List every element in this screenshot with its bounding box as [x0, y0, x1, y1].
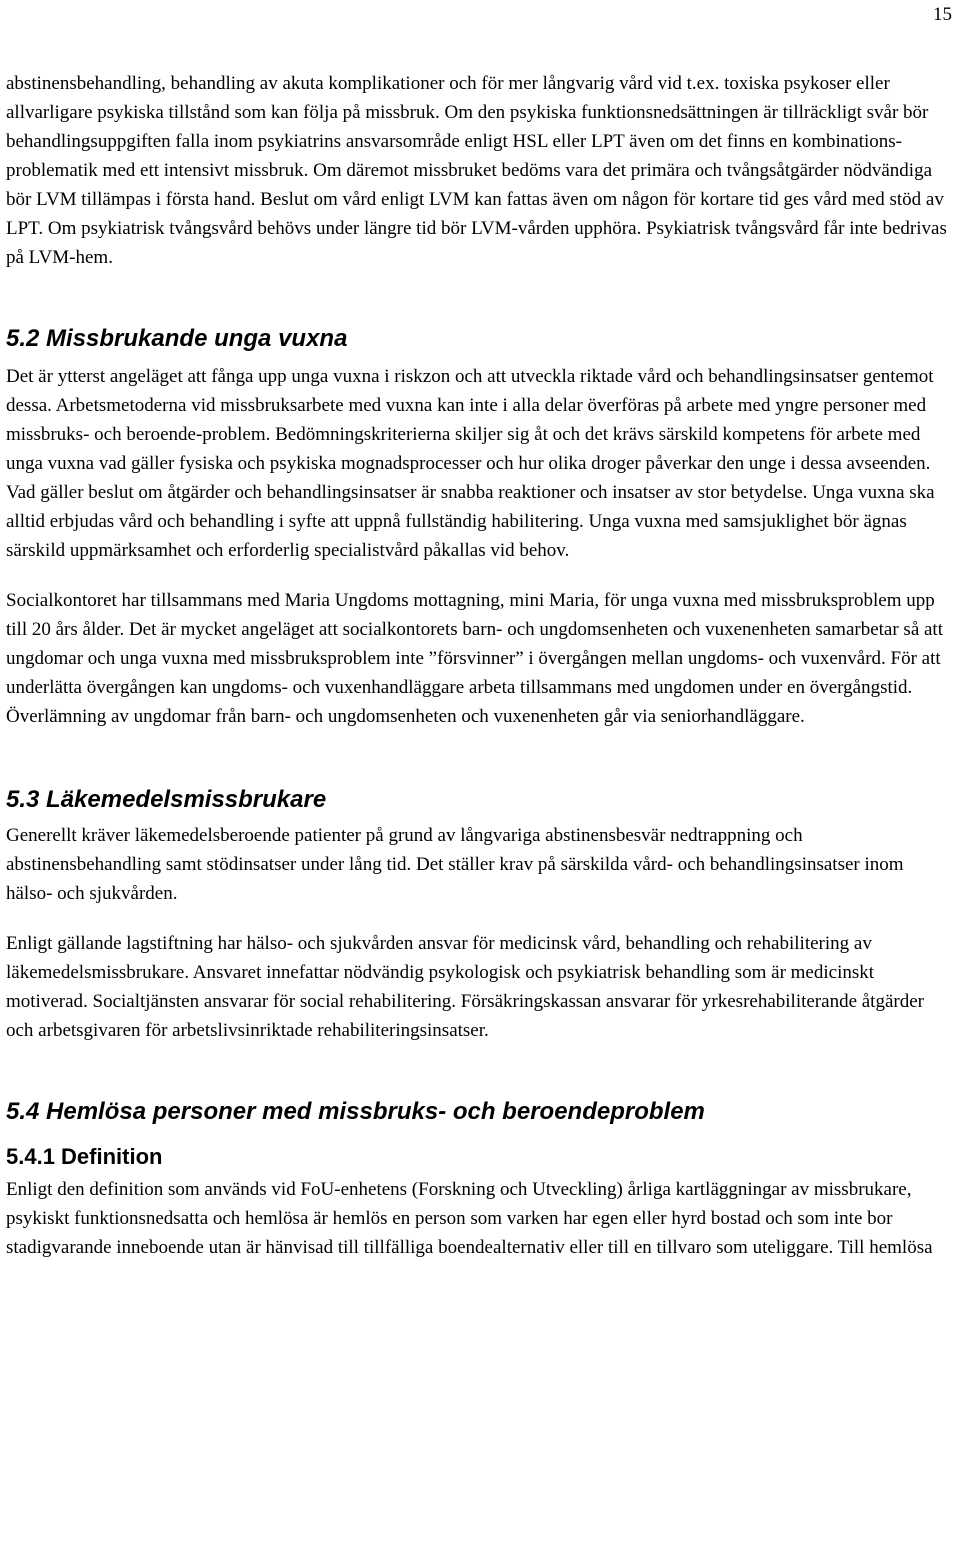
document-body — [6, 69, 950, 1262]
page-number: 15 — [933, 4, 952, 25]
section-heading-5-3: 5.3 Läkemedelsmissbrukare — [6, 786, 327, 813]
section-5-2-paragraph-1: Det är ytterst angeläget att fånga upp unga vuxna i riskzon och att utveckla riktade vård och behandlingsinsatser gentemot dessa. Arbetsmetoderna vid missbruksarbete med vuxna kan inte i alla delar överföras på arbete med yngre personer med missbruks- och beroende-problem. Bedömningskriterierna skiljer sig åt och det krävs särskild kompetens för arbete med unga vuxna vad gäller fysiska och psykiska mognadsprocesser och hur olika droger påverkar den unge i dessa avseenden. Vad gäller beslut om åtgärder och behandlingsinsatser är snabba reaktioner och insatser av stor betydelse. Unga vuxna ska alltid erbjudas vård och behandling i syfte att uppnå fullständig habilitering. Unga vuxna med samsjuklighet bör ägnas särskild uppmärksamhet och erforderlig specialistvård påkallas vid behov. — [6, 366, 935, 561]
subsection-heading-5-4-1: 5.4.1 Definition — [6, 1144, 163, 1169]
section-5-3-paragraph-1: Generellt kräver läkemedelsberoende patienter på grund av långvariga abstinensbesvär nedtrappning och abstinensbehandling samt stödinsatser under lång tid. Det ställer krav på särskilda vård- och behandlingsinsatser inom hälso- och sjukvården. — [6, 825, 904, 904]
section-5-4-1-paragraph-1: Enligt den definition som används vid FoU-enhetens (Forskning och Utveckling) årliga kartläggningar av missbrukare, psykiskt funktionsnedsatta och hemlösa är hemlös en person som varken har egen eller hyrd bostad och som inte bor stadigvarande inneboende utan är hänvisad till tillfälliga boendealternativ eller till en tillvaro som uteliggare. Till hemlösa — [6, 1179, 933, 1258]
section-5-3-paragraph-2: Enligt gällande lagstiftning har hälso- och sjukvården ansvar för medicinsk vård, behandling och rehabilitering av läkemedelsmissbrukare. Ansvaret innefattar nödvändig psykologisk och psykiatrisk behandling som är medicinskt motiverad. Socialtjänsten ansvarar för social rehabilitering. Försäkringskassan ansvarar för yrkesrehabiliterande åtgärder och arbetsgivaren för arbetslivsinriktade rehabiliteringsinsatser. — [6, 933, 924, 1041]
section-heading-5-2: 5.2 Missbrukande unga vuxna — [6, 325, 348, 352]
section-5-2-paragraph-2: Socialkontoret har tillsammans med Maria Ungdoms mottagning, mini Maria, för unga vuxna med missbruksproblem upp till 20 års ålder. Det är mycket angeläget att socialkontorets barn- och ungdomsenheten och vuxenenheten samarbetar så att ungdomar och unga vuxna med missbruksproblem inte ”försvinner” i övergången mellan ungdoms- och vuxenvård. För att underlätta övergången kan ungdoms- och vuxenhandläggare arbeta tillsammans med ungdomen under en övergångstid. Överlämning av ungdomar från barn- och ungdomsenheten och vuxenenheten går via seniorhandläggare. — [6, 590, 943, 727]
intro-paragraph: abstinensbehandling, behandling av akuta komplikationer och för mer långvarig vård vid t.ex. toxiska psykoser eller allvarligare psykiska tillstånd som kan följa på missbruk. Om den psykiska funktionsnedsättningen är tillräckligt svår bör behandlingsuppgiften falla inom psykiatrins ansvarsområde enligt HSL eller LPT även om det finns en kombinations-problematik med ett intensivt missbruk. Om däremot missbruket bedöms vara det primära och tvångsåtgärder nödvändiga bör LVM tillämpas i första hand. Beslut om vård enligt LVM kan fattas även om någon för kortare tid ges vård med stöd av LPT. Om psykiatrisk tvångsvård behövs under längre tid bör LVM-vården upphöra. Psykiatrisk tvångsvård får inte bedrivas på LVM-hem. — [6, 73, 947, 268]
section-heading-5-4: 5.4 Hemlösa personer med missbruks- och beroendeproblem — [6, 1098, 705, 1125]
